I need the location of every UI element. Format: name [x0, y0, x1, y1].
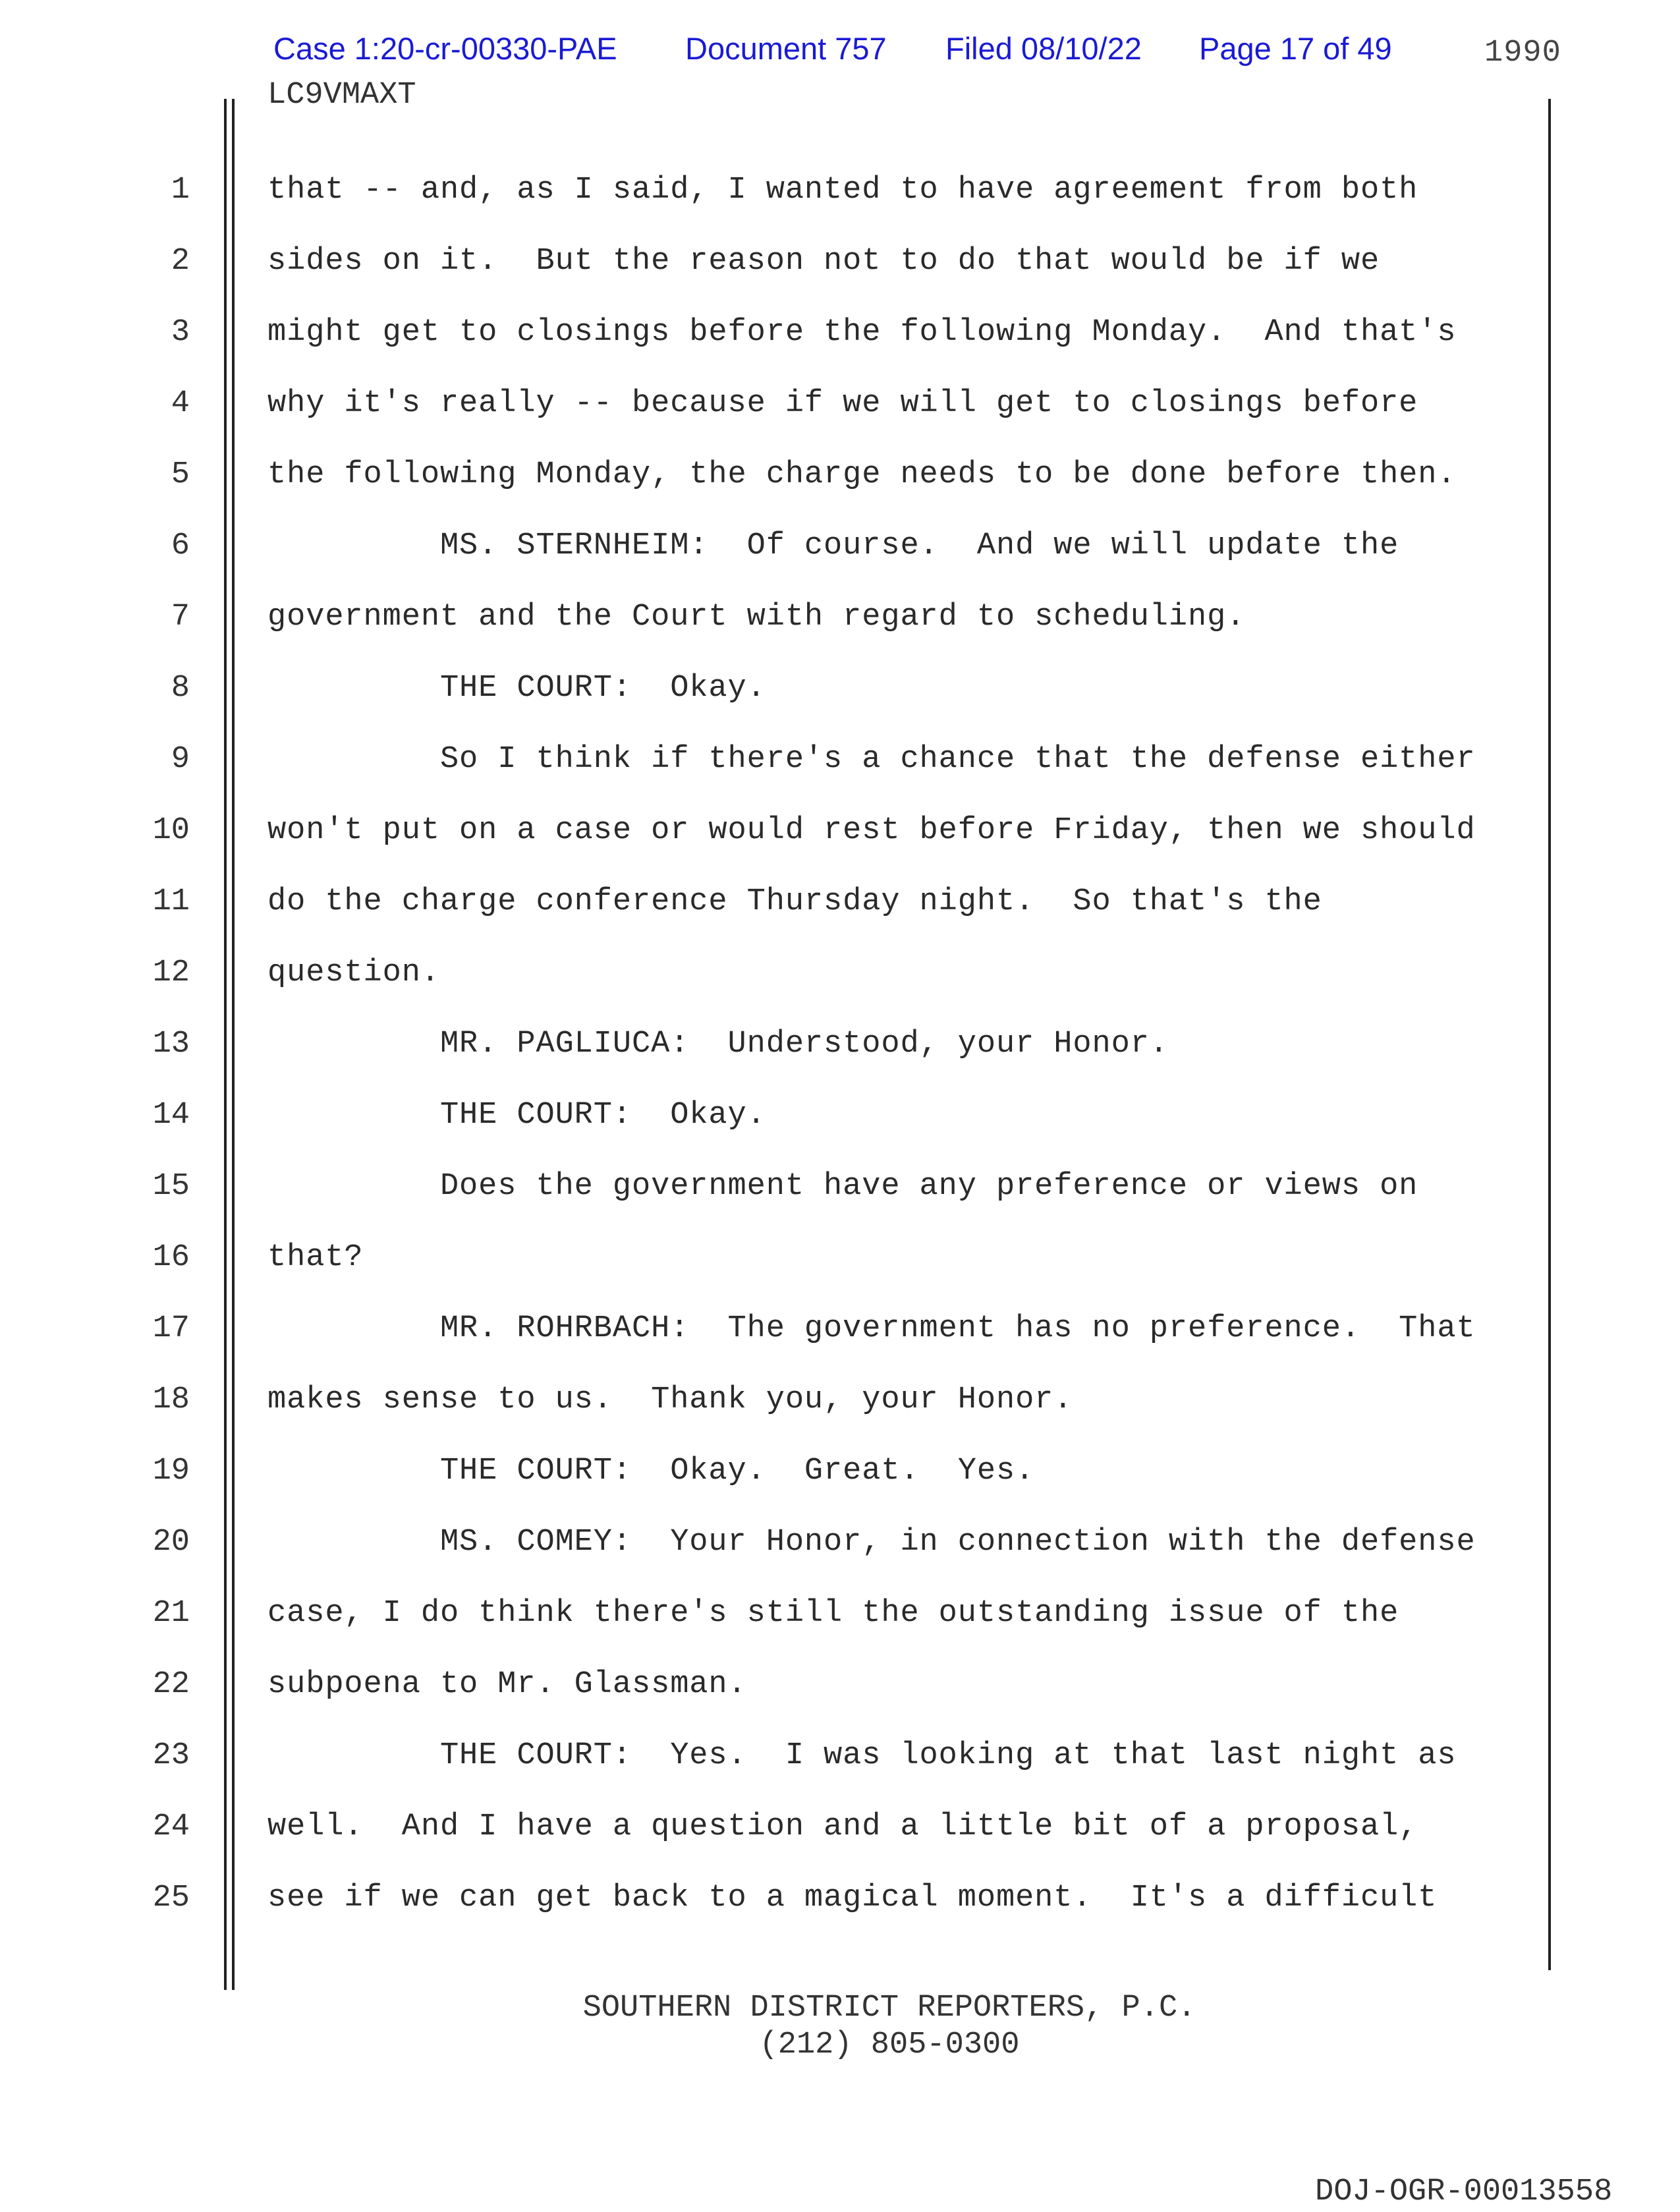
transcript-line: MR. ROHRBACH: The government has no preference. That [267, 1311, 1476, 1346]
transcript-line: case, I do think there's still the outstanding issue of the [267, 1596, 1399, 1631]
transcript-line: THE COURT: Okay. [267, 1098, 766, 1133]
line-number: 13 [152, 1027, 190, 1062]
line-number: 5 [171, 457, 190, 492]
transcript-line: question. [267, 955, 440, 990]
line-number: 10 [152, 813, 190, 848]
transcript-line: see if we can get back to a magical moment. It's a difficult [267, 1881, 1438, 1915]
page-of: Page 17 of 49 [1199, 31, 1392, 66]
reporter-name: SOUTHERN DISTRICT REPORTERS, P.C. [582, 1991, 1196, 2026]
line-number: 9 [171, 742, 190, 777]
transcript-page-number: 1990 [1484, 36, 1561, 71]
transcript-line: why it's really -- because if we will get to closings before [267, 386, 1418, 421]
transcript-line: the following Monday, the charge needs to be done before then. [267, 457, 1457, 492]
left-margin-rule-outer [224, 99, 227, 1990]
bates-number: DOJ-OGR-00013558 [1315, 2174, 1613, 2209]
transcript-line: might get to closings before the following Monday. And that's [267, 315, 1457, 350]
transcript-line: that -- and, as I said, I wanted to have agreement from both [267, 173, 1418, 208]
transcript-line: that? [267, 1240, 364, 1275]
transcript-line: subpoena to Mr. Glassman. [267, 1667, 747, 1702]
line-number: 18 [152, 1382, 190, 1417]
line-number: 8 [171, 671, 190, 706]
line-number: 22 [152, 1667, 190, 1702]
transcript-line: well. And I have a question and a little bit of a proposal, [267, 1809, 1418, 1844]
line-number: 1 [171, 173, 190, 208]
line-number: 16 [152, 1240, 190, 1275]
transcript-line: MR. PAGLIUCA: Understood, your Honor. [267, 1027, 1169, 1062]
line-number: 12 [152, 955, 190, 990]
line-number: 14 [152, 1098, 190, 1133]
document-number: Document 757 [685, 31, 887, 66]
transcript-line: makes sense to us. Thank you, your Honor. [267, 1382, 1073, 1417]
transcript-line: Does the government have any preference or views on [267, 1169, 1418, 1204]
transcript-code: LC9VMAXT [267, 78, 416, 113]
transcript-line: So I think if there's a chance that the defense either [267, 742, 1476, 777]
line-number: 15 [152, 1169, 190, 1204]
line-number: 3 [171, 315, 190, 350]
case-number: Case 1:20-cr-00330-PAE [273, 31, 617, 66]
transcript-line: government and the Court with regard to scheduling. [267, 600, 1246, 635]
line-number: 6 [171, 528, 190, 563]
line-number: 17 [152, 1311, 190, 1346]
filed-date: Filed 08/10/22 [945, 31, 1142, 66]
transcript-line: THE COURT: Okay. [267, 671, 766, 706]
transcript-line: MS. STERNHEIM: Of course. And we will update the [267, 528, 1399, 563]
transcript-line: MS. COMEY: Your Honor, in connection with the defense [267, 1525, 1476, 1560]
transcript-line: won't put on a case or would rest before Friday, then we should [267, 813, 1476, 848]
line-number: 24 [152, 1809, 190, 1844]
line-number: 7 [171, 600, 190, 635]
transcript-line: THE COURT: Yes. I was looking at that last night as [267, 1738, 1457, 1773]
line-number: 20 [152, 1525, 190, 1560]
line-number: 4 [171, 386, 190, 421]
transcript-line: THE COURT: Okay. Great. Yes. [267, 1454, 1035, 1489]
line-number: 23 [152, 1738, 190, 1773]
transcript-line: do the charge conference Thursday night. So that's the [267, 884, 1322, 919]
right-margin-rule [1548, 99, 1551, 1970]
left-margin-rule-inner [232, 99, 235, 1990]
line-number: 2 [171, 244, 190, 279]
line-number: 21 [152, 1596, 190, 1631]
line-number: 25 [152, 1881, 190, 1915]
reporter-phone: (212) 805-0300 [759, 2028, 1020, 2062]
reporter-footer [0, 1990, 1680, 2064]
transcript-line: sides on it. But the reason not to do that would be if we [267, 244, 1380, 279]
line-number: 11 [152, 884, 190, 919]
line-number: 19 [152, 1454, 190, 1489]
